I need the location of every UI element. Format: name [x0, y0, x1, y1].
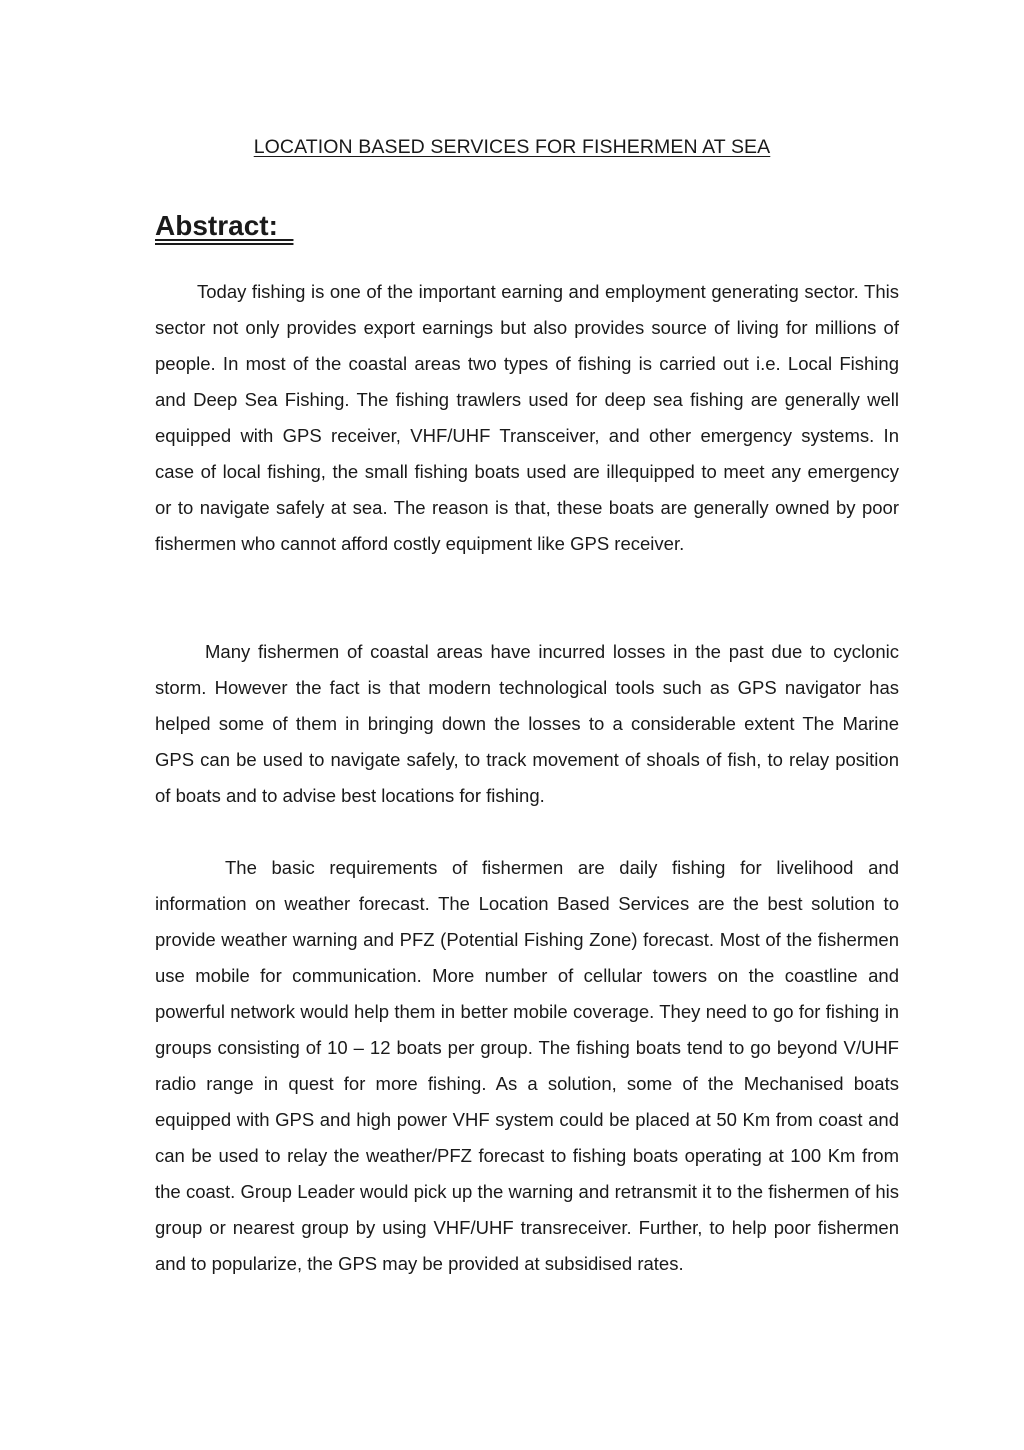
paragraph-block-3 [155, 850, 899, 1282]
body-paragraph-1: Today fishing is one of the important earning and employment generating sector. This sector not only provides export earnings but also provides source of living for millions of people. In most of the coastal areas two types of fishing is carried out i.e. Local Fishing and Deep Sea Fishing. The fishing trawlers used for deep sea fishing are generally well equipped with GPS receiver, VHF/UHF Transceiver, and other emergency systems. In case of local fishing, the small fishing boats used are illequipped to meet any emergency or to navigate safely at sea. The reason is that, these boats are generally owned by poor fishermen who cannot afford costly equipment like GPS receiver. [155, 281, 899, 554]
document-title: LOCATION BASED SERVICES FOR FISHERMEN AT SEA [253, 136, 771, 158]
paragraph-block-1 [155, 274, 899, 562]
abstract-heading: Abstract: [155, 210, 294, 241]
paragraph-block-2 [155, 634, 899, 814]
body-paragraph-2: Many fishermen of coastal areas have incurred losses in the past due to cyclonic storm. However the fact is that modern technological tools such as GPS navigator has helped some of them in bringing down the losses to a considerable extent The Marine GPS can be used to navigate safely, to track movement of shoals of fish, to relay position of boats and to advise best locations for fishing. [155, 641, 899, 806]
body-paragraph-3: The basic requirements of fishermen are daily fishing for livelihood and information on weather forecast. The Location Based Services are the best solution to provide weather warning and PFZ (Potential Fishing Zone) forecast. Most of the fishermen use mobile for communication. More number of cellular towers on the coastline and powerful network would help them in better mobile coverage. They need to go for fishing in groups consisting of 10 – 12 boats per group. The fishing boats tend to go beyond V/UHF radio range in quest for more fishing. As a solution, some of the Mechanised boats equipped with GPS and high power VHF system could be placed at 50 Km from coast and can be used to relay the weather/PFZ forecast to fishing boats operating at 100 Km from the coast. Group Leader would pick up the warning and retransmit it to the fishermen of his group or nearest group by using VHF/UHF transreceiver. Further, to help poor fishermen and to popularize, the GPS may be provided at subsidised rates. [155, 857, 899, 1274]
